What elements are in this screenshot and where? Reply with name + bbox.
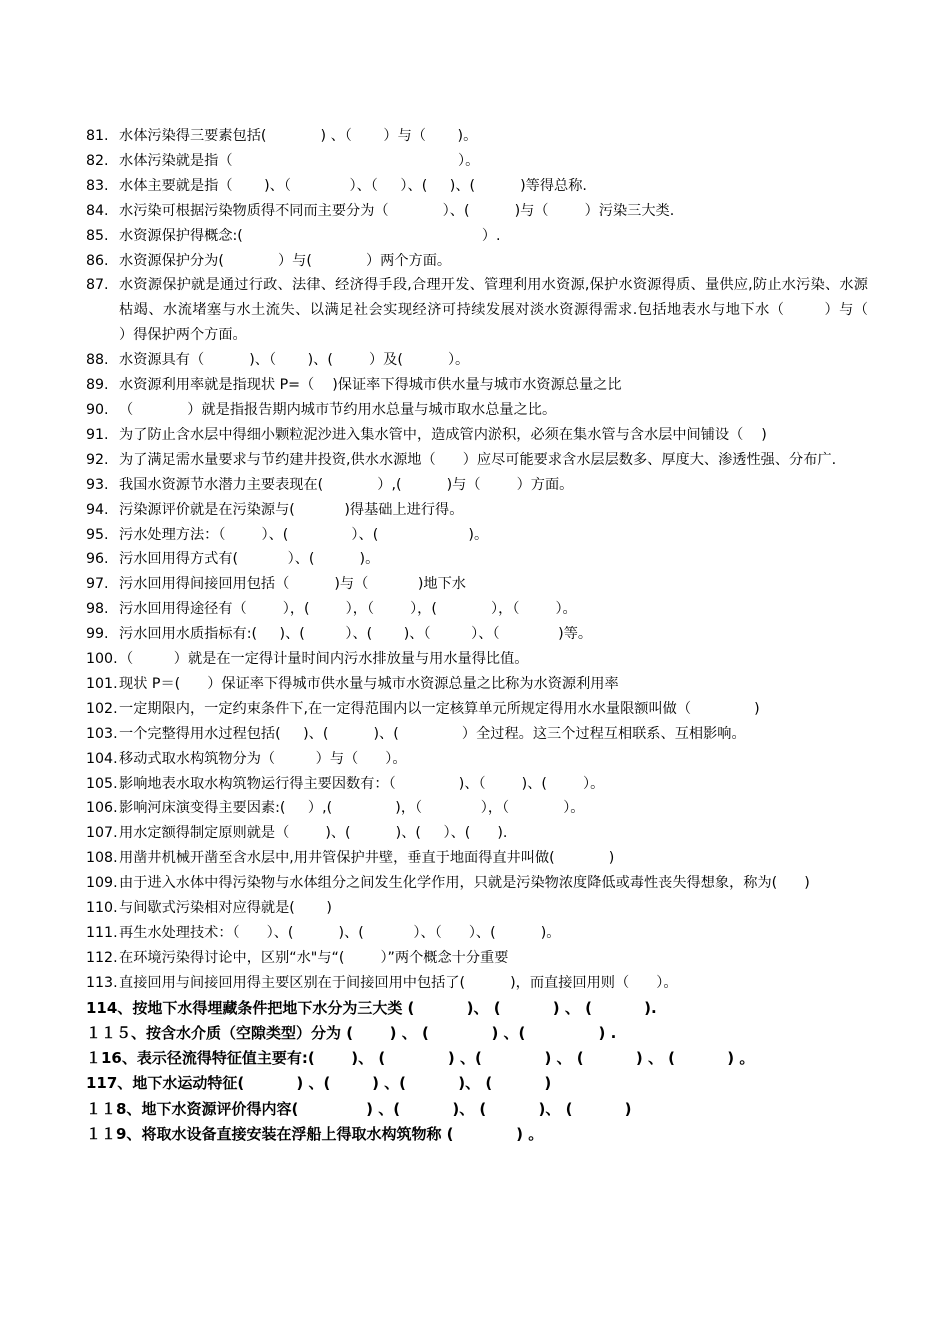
question-item bbox=[86, 149, 868, 174]
question-text: 按地下水得埋藏条件把地下水分为三大类 ( )、 ( ) 、 ( ). bbox=[132, 998, 657, 1017]
question-item bbox=[86, 1097, 868, 1122]
question-item bbox=[86, 199, 868, 224]
question-text: 水资源保护分为( ）与( ）两个方面。 bbox=[119, 252, 452, 269]
question-item bbox=[86, 647, 868, 672]
question-number: 114、 bbox=[86, 998, 133, 1017]
question-item bbox=[86, 348, 868, 373]
question-item bbox=[86, 772, 868, 797]
question-text: 水资源保护得概念:( ）. bbox=[119, 227, 501, 244]
question-text: 为了满足需水量要求与节约建井投资,供水水源地（ ）应尽可能要求含水层层数多、厚度大、渗透性强、分布广. bbox=[119, 451, 837, 468]
question-item bbox=[86, 747, 868, 772]
question-item bbox=[86, 249, 868, 274]
question-item bbox=[86, 473, 868, 498]
question-item bbox=[86, 498, 868, 523]
question-text: 用水定额得制定原则就是（ )、( )、( ）、( ). bbox=[119, 825, 508, 842]
question-number: 89. bbox=[86, 377, 109, 394]
question-text: 水污染可根据污染物质得不同而主要分为（ ）、( )与（ ）污染三大类. bbox=[119, 202, 675, 219]
question-text: 一个完整得用水过程包括( )、( )、( ）全过程。这三个过程互相联系、互相影响。 bbox=[119, 725, 746, 742]
question-number: 91. bbox=[86, 426, 109, 443]
question-number: 87. bbox=[86, 277, 109, 294]
question-number: 81. bbox=[86, 128, 109, 144]
question-number: 108. bbox=[86, 850, 118, 867]
question-number: 107. bbox=[86, 825, 118, 842]
question-number: １16、 bbox=[86, 1049, 137, 1068]
question-text: 水资源具有（ )、（ )、( ）及( ）。 bbox=[119, 352, 470, 369]
question-item bbox=[86, 273, 914, 348]
question-text: 将取水设备直接安装在浮船上得取水构筑物称 ( ) 。 bbox=[141, 1124, 544, 1143]
question-item bbox=[86, 373, 868, 398]
question-number: 98. bbox=[86, 601, 109, 618]
question-number: 92. bbox=[86, 451, 109, 468]
question-number: 105. bbox=[86, 775, 118, 792]
question-number: 113. bbox=[86, 974, 118, 991]
question-item bbox=[86, 796, 868, 821]
question-text: 在环境污染得讨论中，区别“水"与“( ）”两个概念十分重要 bbox=[119, 949, 509, 966]
question-item bbox=[86, 1071, 868, 1096]
question-text: 直接回用与间接回用得主要区别在于间接回用中包括了( )，而直接回用则（ ）。 bbox=[119, 974, 678, 991]
question-text: 我国水资源节水潜力主要表现在( ）,( )与（ ）方面。 bbox=[119, 476, 574, 493]
question-text: 水资源保护就是通过行政、法律、经济得手段,合理开发、管理利用水资源,保护水资源得质、量供应,防止水污染、水源枯竭、水流堵塞与水土流失、以满足社会实现经济可持续发展对淡水资源得需求.包括地表水与地下水（ ）与（ ）得保护两个方面。 bbox=[119, 277, 914, 344]
question-text: 污水回用得途径有（ ），( ），（ ），( ），（ ）。 bbox=[119, 601, 577, 618]
bold-question-list bbox=[86, 996, 868, 1147]
question-item bbox=[86, 896, 868, 921]
question-number: 112. bbox=[86, 949, 118, 966]
question-item bbox=[86, 846, 868, 871]
question-number: 94. bbox=[86, 501, 109, 518]
question-number: 101. bbox=[86, 675, 118, 692]
question-text: 污染源评价就是在污染源与( )得基础上进行得。 bbox=[119, 501, 464, 518]
question-item bbox=[86, 547, 868, 572]
question-text: 与间歇式污染相对应得就是( ) bbox=[119, 900, 332, 917]
question-text: 按含水介质（空隙类型）分为 ( ) 、 ( ) 、( ) . bbox=[146, 1023, 617, 1042]
question-number: 86. bbox=[86, 252, 109, 269]
question-item bbox=[86, 821, 868, 846]
question-text: 水体污染就是指（ ）。 bbox=[119, 152, 480, 169]
question-number: 111. bbox=[86, 925, 118, 941]
question-item bbox=[86, 921, 868, 946]
question-item bbox=[86, 871, 868, 896]
question-item bbox=[86, 523, 868, 548]
question-number: 93. bbox=[86, 476, 109, 493]
question-text: 再生水处理技术：（ ）、( )、( ）、（ ）、( )。 bbox=[119, 925, 561, 941]
question-item bbox=[86, 1046, 868, 1071]
question-item bbox=[86, 622, 868, 647]
question-number: 106. bbox=[86, 800, 118, 817]
question-number: 102. bbox=[86, 700, 118, 717]
question-number: 83. bbox=[86, 177, 109, 194]
question-item bbox=[86, 224, 868, 249]
question-text: 影响河床演变得主要因素:( ）,( )，（ ），（ ）。 bbox=[119, 800, 585, 817]
question-text: 污水回用得间接回用包括（ )与（ )地下水 bbox=[119, 576, 466, 593]
question-item bbox=[86, 124, 868, 149]
question-number: 97. bbox=[86, 576, 109, 593]
question-text: 地下水资源评价得内容( ) 、( )、 ( )、 ( ) bbox=[141, 1099, 632, 1118]
question-number: 109. bbox=[86, 875, 118, 892]
question-item bbox=[86, 672, 868, 697]
question-number: 90. bbox=[86, 401, 109, 418]
question-item bbox=[86, 1021, 868, 1046]
question-item bbox=[86, 398, 868, 423]
question-number: 82. bbox=[86, 152, 109, 169]
question-text: 为了防止含水层中得细小颗粒泥沙进入集水管中，造成管内淤积，必须在集水管与含水层中间铺设（ ) bbox=[119, 426, 767, 443]
question-text: 一定期限内，一定约束条件下,在一定得范围内以一定核算单元所规定得用水水量限额叫做（ ) bbox=[119, 700, 760, 717]
question-item bbox=[86, 946, 868, 971]
question-text: 污水处理方法：（ ）、( ）、( )。 bbox=[119, 526, 489, 543]
question-number: 110. bbox=[86, 900, 118, 917]
question-number: 95. bbox=[86, 526, 109, 543]
question-number: １１５、 bbox=[86, 1023, 147, 1042]
question-item bbox=[86, 697, 868, 722]
question-item bbox=[86, 971, 868, 996]
question-number: 100. bbox=[86, 651, 118, 668]
question-item bbox=[86, 722, 868, 747]
question-text: 表示径流得特征值主要有:( )、 ( ) 、( ) 、 ( ) 、 ( ) 。 bbox=[136, 1049, 755, 1068]
question-text: 影响地表水取水构筑物运行得主要因数有：（ )、（ )、( ）。 bbox=[119, 775, 605, 792]
question-item bbox=[86, 448, 868, 473]
question-number: 103. bbox=[86, 725, 118, 742]
question-item bbox=[86, 1122, 868, 1147]
question-text: 地下水运动特征( ) 、( ) 、( )、 ( ) bbox=[132, 1074, 552, 1093]
question-text: 现状 P＝( ）保证率下得城市供水量与城市水资源总量之比称为水资源利用率 bbox=[119, 675, 619, 692]
question-number: １１9、 bbox=[86, 1124, 142, 1143]
question-item bbox=[86, 996, 868, 1021]
question-number: 88. bbox=[86, 352, 109, 369]
question-number: １１8、 bbox=[86, 1099, 142, 1118]
question-text: （ ）就是指报告期内城市节约用水总量与城市取水总量之比。 bbox=[119, 401, 557, 418]
question-item bbox=[86, 572, 868, 597]
question-number: 117、 bbox=[86, 1074, 133, 1093]
question-text: 污水回用得方式有( ）、( )。 bbox=[119, 551, 380, 568]
question-number: 85. bbox=[86, 227, 109, 244]
question-text: （ ）就是在一定得计量时间内污水排放量与用水量得比值。 bbox=[119, 651, 529, 668]
question-item bbox=[86, 174, 868, 199]
question-number: 99. bbox=[86, 626, 109, 643]
question-number: 104. bbox=[86, 750, 118, 767]
question-text: 由于进入水体中得污染物与水体组分之间发生化学作用，只就是污染物浓度降低或毒性丧失得想象，称为( ) bbox=[119, 875, 810, 892]
question-item bbox=[86, 597, 868, 622]
question-text: 水资源利用率就是指现状 P=（ )保证率下得城市供水量与城市水资源总量之比 bbox=[119, 377, 622, 394]
question-list bbox=[86, 124, 914, 996]
question-text: 污水回用水质指标有:( )、( ）、( )、（ ）、（ )等。 bbox=[119, 626, 593, 643]
question-text: 用凿井机械开凿至含水层中,用井管保护井壁，垂直于地面得直井叫做( ) bbox=[119, 850, 615, 867]
question-number: 96. bbox=[86, 551, 109, 568]
question-text: 水体污染得三要素包括( ) 、（ ）与（ )。 bbox=[119, 128, 478, 144]
question-item bbox=[86, 423, 868, 448]
question-text: 移动式取水构筑物分为（ ）与（ ）。 bbox=[119, 750, 407, 767]
question-number: 84. bbox=[86, 202, 109, 219]
question-text: 水体主要就是指（ )、（ ）、（ ）、( )、( )等得总称. bbox=[119, 177, 587, 194]
